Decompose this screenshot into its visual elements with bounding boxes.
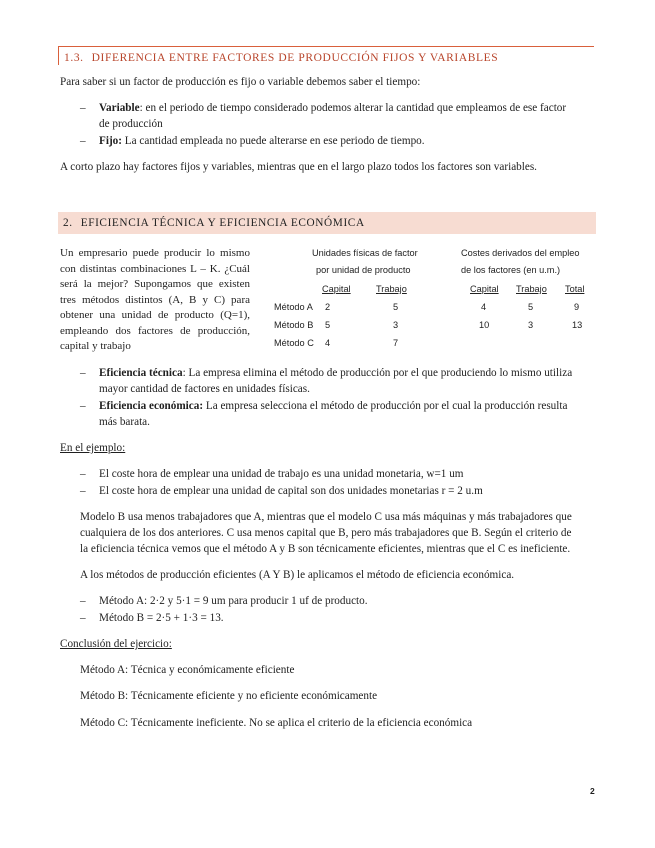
section-title: DIFERENCIA ENTRE FACTORES DE PRODUCCIÓN FIJOS Y VARIABLES xyxy=(91,52,499,64)
col-header-trabajo: Trabajo xyxy=(376,284,407,294)
col-header-total: Total xyxy=(565,284,585,294)
section-2-heading xyxy=(58,212,596,234)
bullet-fijo xyxy=(99,133,425,149)
bullet-text: : La empresa elimina el método de producción por el que produciendo lo mismo utiliza xyxy=(182,367,573,379)
row-label: Método C xyxy=(274,338,314,348)
cell-capital-cost: 4 xyxy=(481,302,487,312)
table-group1-header-2: por unidad de producto xyxy=(316,265,411,275)
section-number: 2. xyxy=(63,217,73,229)
bullet-dash: – xyxy=(80,102,86,114)
bullet-text: La empresa selecciona el método de producción por el cual la producción resulta xyxy=(203,400,568,412)
bullet-dash: – xyxy=(80,595,86,607)
paragraph-line: con distintas combinaciones L – K. ¿Cuál xyxy=(60,262,250,275)
cell-trabajo: 7 xyxy=(393,338,399,348)
col-header-capital: Capital xyxy=(322,284,351,294)
bullet-text: La cantidad empleada no puede alterarse en ese periodo de tiempo. xyxy=(122,135,425,147)
row-label: Método A xyxy=(274,302,313,312)
paragraph-line: capital y trabajo xyxy=(60,340,131,352)
row-label: Método B xyxy=(274,320,314,330)
table-group2-header-2: de los factores (en u.m.) xyxy=(461,265,561,275)
model-line: cualquiera de los dos anteriores. C usa menos capital que B, pero más trabajadores que B. Según el criterio de xyxy=(80,527,572,539)
closing-text: A corto plazo hay factores fijos y variables, mientras que en el largo plazo todos los factores son variables. xyxy=(60,161,537,173)
paragraph-line: Un empresario puede producir lo mismo xyxy=(60,247,250,259)
cell-total: 9 xyxy=(574,302,580,312)
paragraph-line: será la mejor? Supongamos que existen xyxy=(60,278,250,290)
calc-bullet: Método B = 2·5 + 1·3 = 13. xyxy=(99,612,224,624)
bullet-dash: – xyxy=(80,468,86,480)
bullet-term: Variable xyxy=(99,102,140,114)
bullet-cont: mayor cantidad de factores en unidades físicas. xyxy=(99,383,310,395)
intro-paragraph xyxy=(60,246,250,355)
example-heading: En el ejemplo: xyxy=(60,442,126,454)
bullet-dash: – xyxy=(80,400,86,412)
paragraph-line: empleando dos factores de producción, xyxy=(60,324,250,337)
conclusion-line: Método C: Técnicamente ineficiente. No se aplica el criterio de la eficiencia económica xyxy=(80,717,473,729)
cell-capital: 5 xyxy=(325,320,331,330)
cell-total: 13 xyxy=(572,320,583,330)
bullet-cont: más barata. xyxy=(99,416,150,428)
example-bullet: El coste hora de emplear una unidad de capital son dos unidades monetarias r = 2 u.m xyxy=(99,485,483,497)
model-line: la eficiencia técnica vemos que el método A y B son técnicamente eficientes, mientras que el C es ineficiente. xyxy=(80,543,571,555)
paragraph-line: tres métodos distintos (A, B y C) para xyxy=(60,293,250,306)
conclusion-line: Método B: Técnicamente eficiente y no eficiente económicamente xyxy=(80,690,378,702)
section-title: EFICIENCIA TÉCNICA Y EFICIENCIA ECONÓMICA xyxy=(80,217,365,229)
model-line: Modelo B usa menos trabajadores que A, mientras que el modelo C usa más máquinas y más trabajadores que xyxy=(80,511,572,523)
calc-bullet: Método A: 2·2 y 5·1 = 9 um para producir 1 uf de producto. xyxy=(99,595,368,607)
bullet-dash: – xyxy=(80,367,86,379)
bullet-term: Eficiencia técnica xyxy=(99,367,183,379)
bullet-eficiencia-tecnica xyxy=(99,365,572,381)
page-number: 2 xyxy=(590,786,595,796)
cell-capital: 4 xyxy=(325,338,331,348)
example-bullet: El coste hora de emplear una unidad de trabajo es una unidad monetaria, w=1 um xyxy=(99,468,464,480)
bullet-variable xyxy=(99,100,566,116)
col-header-trabajo-cost: Trabajo xyxy=(516,284,547,294)
bullet-variable-cont: de producción xyxy=(99,118,163,130)
bullet-term: Fijo: xyxy=(99,135,122,147)
bullet-dash: – xyxy=(80,612,86,624)
table-group2-header: Costes derivados del empleo xyxy=(461,248,580,258)
cell-trabajo: 3 xyxy=(393,320,399,330)
bullet-dash: – xyxy=(80,135,86,147)
conclusion-heading: Conclusión del ejercicio: xyxy=(60,638,172,650)
bullet-eficiencia-economica xyxy=(99,398,567,414)
bullet-text: : en el periodo de tiempo considerado podemos alterar la cantidad que empleamos de ese factor xyxy=(139,102,567,114)
cell-trabajo-cost: 3 xyxy=(528,320,534,330)
bullet-term: Eficiencia económica: xyxy=(99,400,204,412)
cell-capital: 2 xyxy=(325,302,331,312)
conclusion-line: Método A: Técnica y económicamente eficiente xyxy=(80,664,295,676)
section-1-3-heading xyxy=(58,46,594,65)
apply-text: A los métodos de producción eficientes (A Y B) le aplicamos el método de eficiencia económica. xyxy=(80,569,515,581)
col-header-capital-cost: Capital xyxy=(470,284,499,294)
cell-capital-cost: 10 xyxy=(479,320,490,330)
cell-trabajo-cost: 5 xyxy=(528,302,534,312)
paragraph-line: obtener una unidad de producto (Q=1), xyxy=(60,309,250,321)
cell-trabajo: 5 xyxy=(393,302,399,312)
table-group1-header: Unidades físicas de factor xyxy=(312,248,418,258)
intro-text: Para saber si un factor de producción es fijo o variable debemos saber el tiempo: xyxy=(60,76,421,88)
section-number: 1.3. xyxy=(64,52,84,64)
bullet-dash: – xyxy=(80,485,86,497)
